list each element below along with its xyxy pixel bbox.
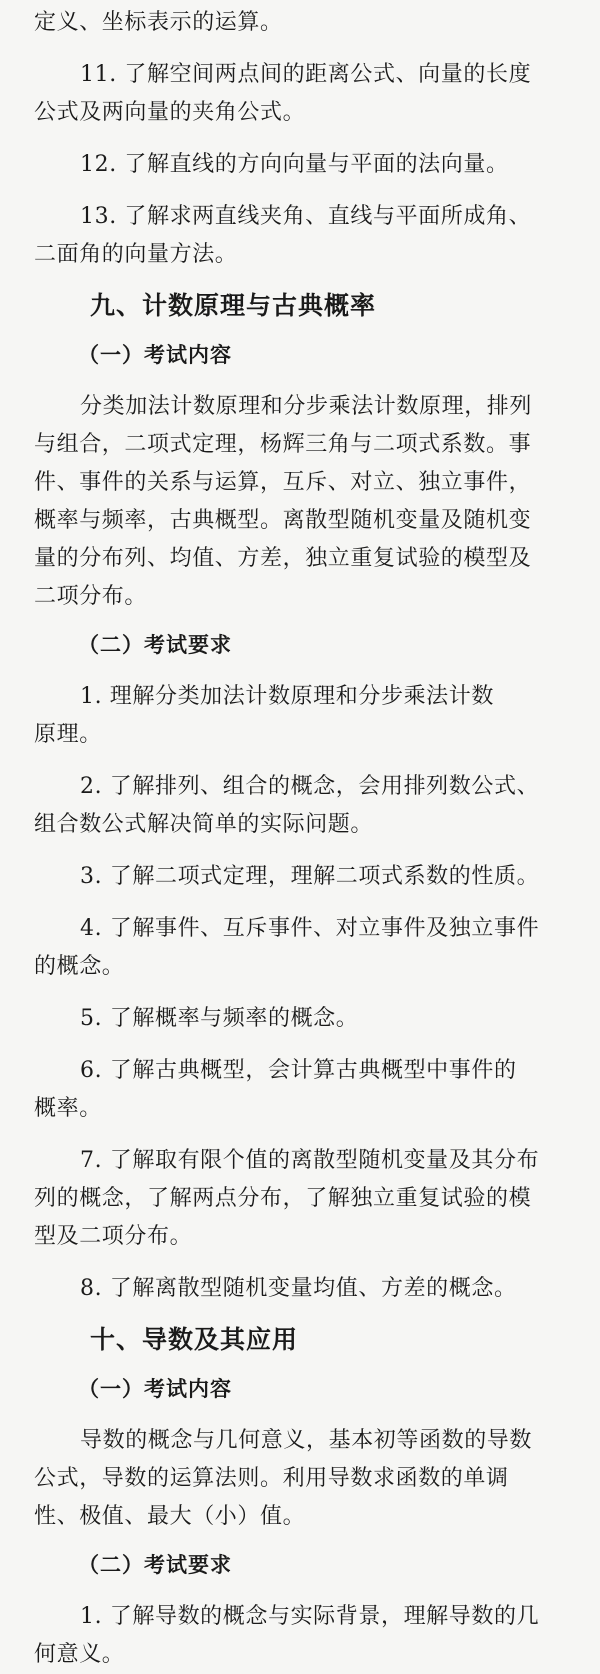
req-13-a-text-line: 13. 了解求两直线夹角、直线与平面所成角、	[80, 204, 532, 229]
sec-9-content-2-text-line: 与组合，二项式定理，杨辉三角与二项式系数。事	[34, 432, 532, 457]
sec-9-req-1-a-text-line: 1. 理解分类加法计数原理和分步乘法计数	[80, 684, 494, 709]
sec-9-req-8-text-line: 8. 了解离散型随机变量均值、方差的概念。	[80, 1276, 517, 1301]
sec-9-content-6-text-line: 二项分布。	[34, 584, 148, 609]
sec-9-content-3-text-line: 件、事件的关系与运算，互斥、对立、独立事件，	[34, 470, 532, 495]
sec-9-content-4-text-line: 概率与频率，古典概型。离散型随机变量及随机变	[34, 508, 532, 533]
sec-9-req-4-b-text-line: 的概念。	[34, 954, 125, 979]
sec-10-content-1-text-line: 导数的概念与几何意义，基本初等函数的导数	[80, 1428, 533, 1453]
req-11-b-text-line: 公式及两向量的夹角公式。	[34, 100, 306, 125]
sec-10-title-heading: 十、导数及其应用	[90, 1325, 299, 1354]
req-13-b-text-line: 二面角的向量方法。	[34, 242, 238, 267]
sec-9-req-5-text-line: 5. 了解概率与频率的概念。	[80, 1006, 359, 1031]
sec-9-req-1-b-text-line: 原理。	[34, 722, 102, 747]
sec-9-req-6-a-text-line: 6. 了解古典概型，会计算古典概型中事件的	[80, 1058, 517, 1083]
sec-9-req-6-b-text-line: 概率。	[34, 1096, 102, 1121]
req-12-text-line: 12. 了解直线的方向向量与平面的法向量。	[80, 152, 509, 177]
sec-9-content-5-text-line: 量的分布列、均值、方差，独立重复试验的模型及	[34, 546, 532, 571]
sec-9-req-7-b-text-line: 列的概念，了解两点分布，了解独立重复试验的模	[34, 1186, 532, 1211]
sec-9-req-title-subheading: （二）考试要求	[78, 632, 232, 657]
sec-10-content-2-text-line: 公式，导数的运算法则。利用导数求函数的单调	[34, 1466, 509, 1491]
sec-9-content-1-text-line: 分类加法计数原理和分步乘法计数原理，排列	[80, 394, 533, 419]
sec-10-content-3-text-line: 性、极值、最大（小）值。	[34, 1504, 306, 1529]
sec-9-req-3-text-line: 3. 了解二项式定理，理解二项式系数的性质。	[80, 864, 540, 889]
req-11-a-text-line: 11. 了解空间两点间的距离公式、向量的长度	[80, 62, 532, 87]
sec-10-req-1-a-text-line: 1. 了解导数的概念与实际背景，理解导数的几	[80, 1604, 540, 1629]
sec-10-content-title-subheading: （一）考试内容	[78, 1376, 232, 1401]
sec-9-title-heading: 九、计数原理与古典概率	[90, 291, 377, 320]
sec-9-req-7-a-text-line: 7. 了解取有限个值的离散型随机变量及其分布	[80, 1148, 540, 1173]
document-body	[34, 4, 570, 1674]
sec-9-req-7-c-text-line: 型及二项分布。	[34, 1224, 193, 1249]
sec-10-req-title-subheading: （二）考试要求	[78, 1552, 232, 1577]
sec-9-req-2-b-text-line: 组合数公式解决简单的实际问题。	[34, 812, 374, 837]
sec-10-req-1-b-text-line: 何意义。	[34, 1642, 125, 1667]
sec-9-req-4-a-text-line: 4. 了解事件、互斥事件、对立事件及独立事件	[80, 916, 540, 941]
sec-9-req-2-a-text-line: 2. 了解排列、组合的概念，会用排列数公式、	[80, 774, 540, 799]
sec-9-content-title-subheading: （一）考试内容	[78, 342, 232, 367]
cont-10-b-text-line: 定义、坐标表示的运算。	[34, 10, 283, 35]
